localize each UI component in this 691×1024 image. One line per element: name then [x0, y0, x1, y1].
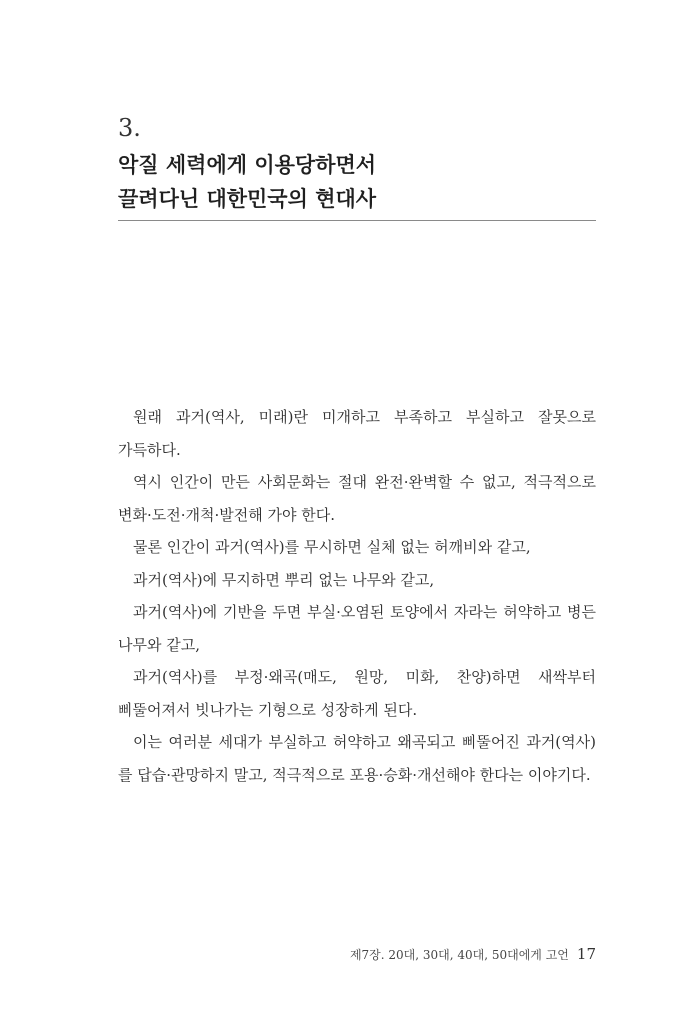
chapter-header — [118, 110, 596, 216]
chapter-title-line-1: 악질 세력에게 이용당하면서 — [118, 153, 377, 177]
paragraph-7: 이는 여러분 세대가 부실하고 허약하고 왜곡되고 삐뚤어진 과거(역사)를 답습·관망하지 말고, 적극적으로 포용·승화·개선해야 한다는 이야기다. — [118, 733, 596, 784]
paragraph-3: 물론 인간이 과거(역사)를 무시하면 실체 없는 허깨비와 같고, — [133, 538, 531, 556]
chapter-number: 3. — [118, 114, 141, 142]
page-footer — [350, 945, 596, 963]
paragraph-5: 과거(역사)에 기반을 두면 부실·오염된 토양에서 자라는 허약하고 병든 나무와 같고, — [118, 603, 596, 654]
paragraph-4: 과거(역사)에 무지하면 뿌리 없는 나무와 같고, — [133, 570, 435, 589]
paragraph-6: 과거(역사)를 부정·왜곡(매도, 원망, 미화, 찬양)하면 새싹부터 삐뚤어져서 빗나가는 기형으로 성장하게 된다. — [118, 668, 596, 719]
body-text — [118, 401, 596, 791]
page-number: 17 — [576, 945, 596, 963]
chapter-title-line-2: 끌려다닌 대한민국의 현대사 — [118, 187, 377, 211]
chapter-title — [118, 148, 596, 216]
paragraph-1: 원래 과거(역사, 미래)란 미개하고 부족하고 부실하고 잘못으로 가득하다. — [118, 408, 596, 459]
running-head: 제7장. 20대, 30대, 40대, 50대에게 고언 — [349, 948, 569, 962]
paragraph-2: 역시 인간이 만든 사회문화는 절대 완전·완벽할 수 없고, 적극적으로 변화·도전·개척·발전해 가야 한다. — [118, 473, 596, 524]
header-divider — [118, 220, 596, 221]
